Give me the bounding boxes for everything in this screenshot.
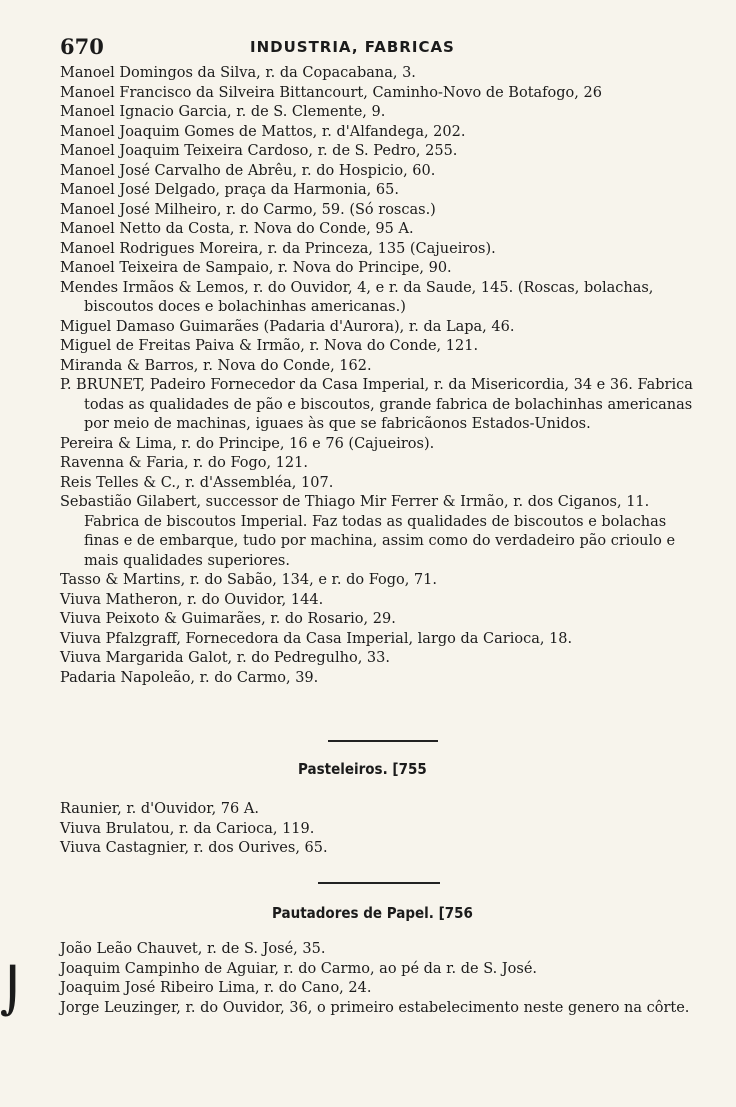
list-item: Reis Telles & C., r. d'Assembléa, 107. — [60, 474, 334, 491]
page-header — [60, 34, 672, 60]
list-item: Joaquim Campinho de Aguiar, r. do Carmo, ao pé da r. de S. José. — [60, 960, 538, 977]
list-item: Manoel Francisco da Silveira Bittancourt, Caminho-Novo de Botafogo, 26 — [60, 84, 602, 101]
list-item: Manoel Rodrigues Moreira, r. da Princeza, 135 (Cajueiros). — [60, 240, 496, 257]
list-item: Joaquim José Ribeiro Lima, r. do Cano, 24. — [60, 980, 372, 996]
list-item: Viuva Pfalzgraff, Fornecedora da Casa Imperial, largo da Carioca, 18. — [60, 630, 573, 647]
list-item: Mendes Irmãos & Lemos, r. do Ouvidor, 4, e r. da Saude, 145. (Roscas, bolachas, biscoutos doces e bolachinhas americanas.) — [60, 279, 654, 315]
list-item: Manoel Domingos da Silva, r. da Copacabana, 3. — [60, 65, 416, 81]
list-item: Manoel José Delgado, praça da Harmonia, 65. — [60, 182, 399, 198]
list-item: Manoel Netto da Costa, r. Nova do Conde, 95 A. — [60, 221, 414, 237]
list-item: Tasso & Martins, r. do Sabão, 134, e r. do Fogo, 71. — [60, 572, 437, 588]
list-item: Manoel José Carvalho de Abrêu, r. do Hospicio, 60. — [60, 162, 436, 179]
list-item: Miranda & Barros, r. Nova do Conde, 162. — [60, 357, 372, 374]
list-item: Viuva Brulatou, r. da Carioca, 119. — [60, 820, 315, 837]
page-number: 670 — [60, 34, 104, 59]
list-item: Manoel José Milheiro, r. do Carmo, 59. (Só roscas.) — [60, 201, 436, 218]
list-item: Padaria Napoleão, r. do Carmo, 39. — [60, 669, 319, 686]
list-item: Manoel Ignacio Garcia, r. de S. Clemente, 9. — [60, 104, 386, 120]
section-divider — [318, 882, 440, 884]
list-item: Jorge Leuzinger, r. do Ouvidor, 36, o primeiro estabelecimento neste genero na côrte. — [60, 999, 690, 1016]
list-item: Manoel Joaquim Teixeira Cardoso, r. de S. Pedro, 255. — [60, 143, 458, 159]
section-title-pautadores: Pautadores de Papel. [756 — [272, 904, 473, 922]
list-item: Pereira & Lima, r. do Principe, 16 e 76 (Cajueiros). — [60, 435, 435, 452]
list-item: Miguel de Freitas Paiva & Irmão, r. Nova do Conde, 121. — [60, 338, 479, 354]
list-item: Manoel Teixeira de Sampaio, r. Nova do Principe, 90. — [60, 260, 452, 276]
pautadores-list — [60, 940, 700, 1018]
list-item: Ravenna & Faria, r. do Fogo, 121. — [60, 455, 308, 471]
list-item: Viuva Castagnier, r. dos Ourives, 65. — [60, 840, 328, 856]
list-item: Raunier, r. d'Ouvidor, 76 A. — [60, 801, 259, 817]
list-item: Sebastião Gilabert, successor de Thiago Mir Ferrer & Irmão, r. dos Ciganos, 11. Fabrica de biscoutos Imperial. Faz todas as qualidades de biscoutos e bolachas finas e de embarque, tudo por machina, assim como do verdadeiro pão crioulo e mais qualidades superiores. — [60, 494, 676, 569]
margin-mark: ⌡ — [0, 966, 26, 1017]
padeiros-list — [60, 64, 700, 688]
list-item: Viuva Peixoto & Guimarães, r. do Rosario, 29. — [60, 611, 396, 627]
list-item: Viuva Matheron, r. do Ouvidor, 144. — [60, 591, 324, 608]
list-item: João Leão Chauvet, r. de S. José, 35. — [60, 941, 326, 957]
section-title-pasteleiros: Pasteleiros. [755 — [298, 760, 427, 778]
list-item: P. BRUNET, Padeiro Fornecedor da Casa Imperial, r. da Misericordia, 34 e 36. Fabrica todas as qualidades de pão e biscoutos, grande fabrica de bolachinhas americanas por meio de machinas, iguaes às que se fabricãonos Estados-Unidos. — [60, 377, 693, 432]
list-item: Viuva Margarida Galot, r. do Pedregulho, 33. — [60, 650, 390, 666]
list-item: Miguel Damaso Guimarães (Padaria d'Aurora), r. da Lapa, 46. — [60, 318, 515, 335]
pasteleiros-list — [60, 800, 700, 859]
running-head: INDUSTRIA, FABRICAS — [250, 38, 455, 56]
section-divider — [328, 740, 438, 742]
list-item: Manoel Joaquim Gomes de Mattos, r. d'Alfandega, 202. — [60, 123, 466, 140]
